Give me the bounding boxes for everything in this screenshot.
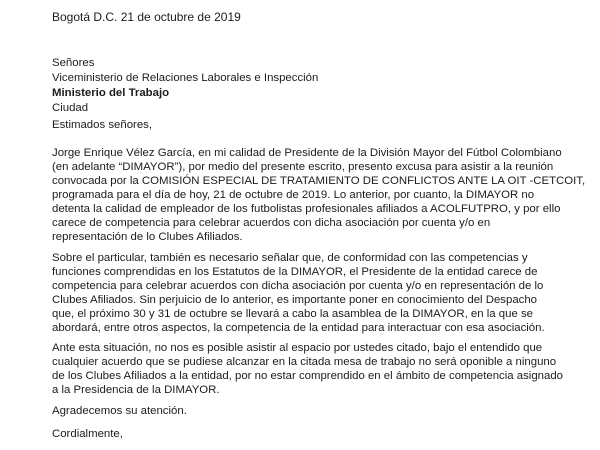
paragraph-1-line: carece de competencia para celebrar acuerdos con dicha asociación por cuenta y/o en	[52, 217, 491, 229]
paragraph-1-line: (en adelante “DIMAYOR”), por medio del presente escrito, presento excusa para asistir a la reunión	[52, 161, 554, 173]
paragraph-2-line: funciones comprendidas en los Estatutos de la DIMAYOR, el Presidente de la entidad carece de	[52, 266, 538, 278]
paragraph-2-line: que, el próximo 30 y 31 de octubre se llevará a cabo la asamblea de la DIMAYOR, en la que se	[52, 308, 533, 320]
paragraph-2-line: Sobre el particular, también es necesario señalar que, de conformidad con las competencias y	[52, 252, 528, 264]
thanks-line: Agradecemos su atención.	[52, 405, 187, 417]
recipient-line-1: Señores	[52, 57, 95, 69]
paragraph-2-line: Clubes Afiliados. Sin perjuicio de lo anterior, es importante poner en conocimiento del Despacho	[52, 294, 538, 306]
paragraph-1-line: convocada por la COMISIÓN ESPECIAL DE TRATAMIENTO DE CONFLICTOS ANTE LA OIT -CETCOIT,	[52, 175, 586, 187]
paragraph-1-line: representación de lo Clubes Afiliados.	[52, 231, 243, 243]
paragraph-2-line: competencia para celebrar acuerdos con dicha asociación por cuenta y/o en representación de lo	[52, 280, 544, 292]
paragraph-3-line: cualquier acuerdo que se pudiese alcanzar en la citada mesa de trabajo no será oponible a ninguno	[52, 356, 557, 368]
paragraph-3-line: a la Presidencia de la DIMAYOR.	[52, 384, 220, 396]
recipient-line-4: Ciudad	[52, 102, 89, 114]
paragraph-1-line: programada para el día de hoy, 21 de octubre de 2019. Lo anterior, por cuanto, la DIMAYOR no	[52, 189, 535, 201]
letter-date: Bogotá D.C. 21 de octubre de 2019	[52, 10, 241, 24]
paragraph-3-line: Ante esta situación, no nos es posible asistir al espacio por ustedes citado, bajo el entendido que	[52, 342, 543, 354]
paragraph-1-line: detenta la calidad de empleador de los futbolistas profesionales afiliados a ACOLFUTPRO, y por ello	[52, 203, 561, 215]
paragraph-1-line: Jorge Enrique Vélez García, en mi calidad de Presidente de la División Mayor del Fútbol Colombiano	[52, 147, 562, 159]
paragraph-3-line: de los Clubes Afiliados a la entidad, por no estar comprendido en el ámbito de competencia asignado	[52, 370, 564, 382]
recipient-line-3: Ministerio del Trabajo	[52, 87, 170, 99]
recipient-line-2: Viceministerio de Relaciones Laborales e Inspección	[52, 72, 319, 84]
paragraph-2-line: abordará, entre otros aspectos, la competencia de la entidad para interactuar con esa asociación.	[52, 322, 545, 334]
salutation: Estimados señores,	[52, 119, 153, 131]
closing-line: Cordialmente,	[52, 428, 123, 440]
